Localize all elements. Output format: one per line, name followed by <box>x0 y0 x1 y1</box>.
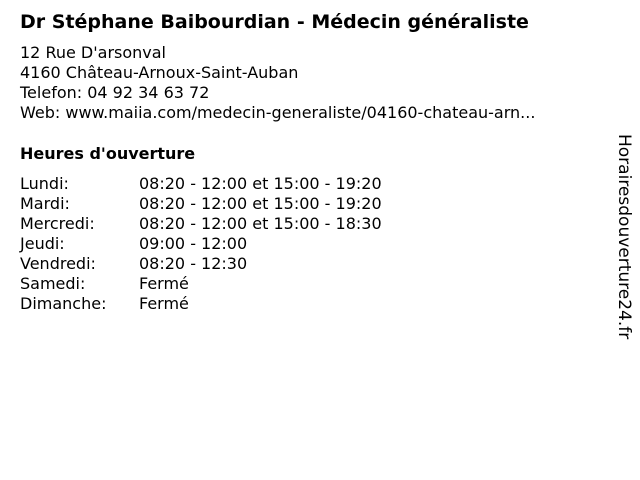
hours-day: Vendredi: <box>20 254 96 273</box>
contact-info <box>20 43 535 123</box>
hours-day: Dimanche: <box>20 294 107 313</box>
opening-hours-heading: Heures d'ouverture <box>20 144 196 163</box>
city-address: 4160 Château-Arnoux-Saint-Auban <box>20 63 299 82</box>
watermark-text: Horairesdouverture24.fr <box>614 134 634 340</box>
hours-day: Samedi: <box>20 274 86 293</box>
hours-time: 09:00 - 12:00 <box>139 234 248 253</box>
website-link[interactable]: Web: www.maiia.com/medecin-generaliste/04160-chateau-arn... <box>20 103 536 122</box>
hours-time: Fermé <box>139 294 189 313</box>
hours-day: Mardi: <box>20 194 70 213</box>
street-address: 12 Rue D'arsonval <box>20 43 166 62</box>
hours-time: 08:20 - 12:00 et 15:00 - 19:20 <box>139 194 382 213</box>
hours-day: Lundi: <box>20 174 69 193</box>
hours-time: 08:20 - 12:00 et 15:00 - 19:20 <box>139 174 382 193</box>
hours-time: 08:20 - 12:00 et 15:00 - 18:30 <box>139 214 382 233</box>
hours-day: Mercredi: <box>20 214 95 233</box>
hours-day: Jeudi: <box>20 234 65 253</box>
hours-time: Fermé <box>139 274 189 293</box>
hours-time: 08:20 - 12:30 <box>139 254 248 273</box>
phone-number: Telefon: 04 92 34 63 72 <box>20 83 210 102</box>
site-watermark <box>609 134 637 374</box>
page-title: Dr Stéphane Baibourdian - Médecin généraliste <box>20 11 529 33</box>
